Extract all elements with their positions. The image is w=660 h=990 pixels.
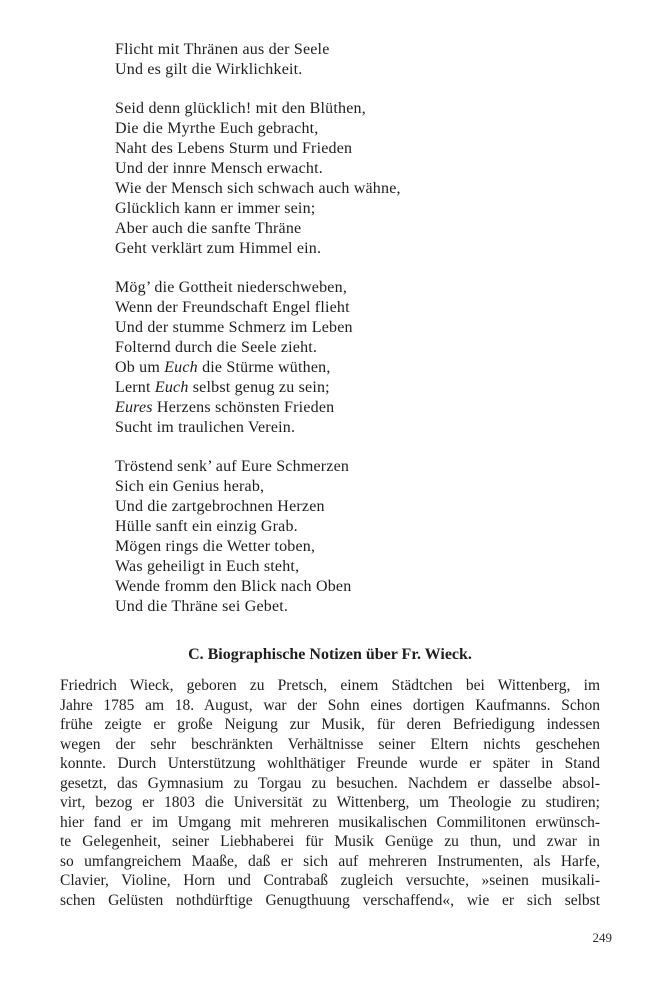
body-line: Clavier, Violine, Horn und Contrabaß zugleich versuchte, »seinen musikali- — [60, 872, 600, 889]
poem-line: Naht des Lebens Sturm und Frieden — [115, 140, 353, 157]
poem-line: Aber auch die sanfte Thräne — [115, 220, 302, 237]
poem-line: Mög’ die Gottheit niederschweben, — [115, 279, 348, 296]
body-line: Friedrich Wieck, geboren zu Pretsch, einem Städtchen bei Wittenberg, im — [60, 677, 600, 694]
poem-line: Und die Thräne sei Gebet. — [115, 598, 289, 615]
poem-line: Ob um Euch die Stürme wüthen, — [115, 359, 331, 376]
poem-line: Eures Herzens schönsten Frieden — [115, 399, 335, 416]
poem-line: Geht verklärt zum Himmel ein. — [115, 240, 322, 257]
poem-line: Wie der Mensch sich schwach auch wähne, — [115, 180, 401, 197]
poem-line: Tröstend senk’ auf Eure Schmerzen — [115, 458, 350, 475]
poem-line: Lernt Euch selbst genug zu sein; — [115, 379, 330, 396]
poem-stanza — [115, 99, 401, 259]
poem-stanza — [115, 40, 401, 80]
poem-stanza — [115, 278, 401, 438]
poem-line: Sucht im traulichen Verein. — [115, 419, 296, 436]
poem-line: Glücklich kann er immer sein; — [115, 200, 316, 217]
poem-line: Und es gilt die Wirklichkeit. — [115, 61, 303, 78]
poem-line: Sich ein Genius herab, — [115, 478, 265, 495]
poem-line: Seid denn glücklich! mit den Blüthen, — [115, 100, 366, 117]
body-line: gesetzt, das Gymnasium zu Torgau zu besuchen. Nachdem er dasselbe absol- — [60, 774, 600, 792]
body-line: hier fand er im Umgang mit mehreren musikalischen Commilitonen erwünsch- — [60, 813, 600, 831]
poem-line: Und der innre Mensch erwacht. — [115, 160, 323, 177]
poem-line: Flicht mit Thränen aus der Seele — [115, 41, 330, 58]
poem-line: Was geheiligt in Euch steht, — [115, 558, 300, 575]
poem-line: Folternd durch die Seele zieht. — [115, 339, 318, 356]
poem-line: Die die Myrthe Euch gebracht, — [115, 120, 319, 137]
body-line: wegen der sehr beschränkten Verhältnisse seiner Eltern nichts geschehen — [60, 735, 600, 753]
body-line: frühe zeigte er große Neigung zur Musik, für deren Befriedigung indessen — [60, 716, 600, 733]
poem-line: Wenn der Freundschaft Engel flieht — [115, 299, 350, 316]
poem-line: Und die zartgebrochnen Herzen — [115, 498, 325, 515]
body-paragraph — [60, 676, 600, 910]
poem-line: Wende fromm den Blick nach Oben — [115, 578, 352, 595]
body-line: so umfangreichem Maaße, daß er sich auf mehreren Instrumenten, als Harfe, — [60, 852, 600, 870]
poem-line: Mögen rings die Wetter toben, — [115, 538, 316, 555]
body-line: konnte. Durch Unterstützung wohlthätiger Freunde wurde er später in Stand — [60, 755, 600, 772]
body-line: te Gelegenheit, seiner Liebhaberei für Musik Genüge zu thun, und zwar in — [60, 833, 600, 850]
poem — [115, 40, 401, 636]
poem-line: Und der stumme Schmerz im Leben — [115, 319, 353, 336]
poem-stanza — [115, 457, 401, 617]
body-line: virt, bezog er 1803 die Universität zu Wittenberg, um Theologie zu studiren; — [60, 794, 600, 811]
section-heading: C. Biographische Notizen über Fr. Wieck. — [188, 646, 472, 663]
body-line: Jahre 1785 am 18. August, war der Sohn eines dortigen Kaufmanns. Schon — [60, 696, 600, 714]
body-line: schen Gelüsten nothdürftige Genugthuung verschaffend«, wie er sich selbst — [60, 891, 600, 909]
poem-line: Hülle sanft ein einzig Grab. — [115, 518, 298, 535]
page-number: 249 — [592, 930, 612, 945]
